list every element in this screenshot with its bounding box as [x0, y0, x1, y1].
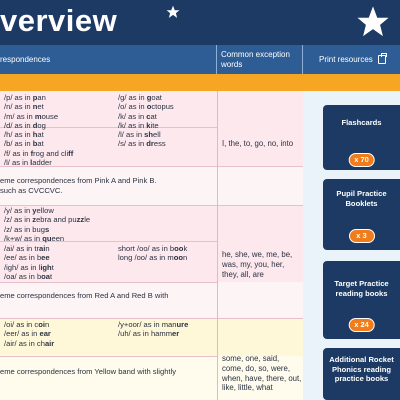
divider: [0, 282, 217, 283]
band-header: [0, 74, 400, 91]
list-item: /k/ as in kite: [118, 121, 159, 131]
list-item: /z/ as in bugs: [4, 224, 50, 234]
list-item: /igh/ as in light: [4, 262, 54, 272]
list-item: /p/ as in pan: [4, 93, 46, 102]
resource-label: Additional Rocket Phonics reading practice books: [329, 355, 394, 383]
gpc-list-left: [4, 244, 54, 282]
gpc-list-right: [118, 244, 187, 263]
resource-label: Flashcards: [341, 118, 382, 127]
list-item: /y+oor/ as in manure: [118, 320, 189, 329]
count-badge: x 70: [348, 153, 375, 167]
list-item: /oi/ as in coin: [4, 320, 50, 329]
print-icon: [378, 55, 386, 64]
star-icon: [166, 5, 180, 19]
list-item: long /oo/ as in moon: [118, 253, 188, 263]
gpc-list-left: [4, 130, 73, 168]
list-item: /k/ as in cat: [118, 111, 157, 121]
divider: [0, 318, 303, 319]
gpc-list-right: [118, 320, 188, 339]
exception-words: some, one, said, come, do, so, were, when, have, there, out, like, little, what: [222, 354, 302, 393]
list-item: /h/ as in hat: [4, 130, 44, 139]
list-item: /k+w/ as in queen: [4, 234, 65, 244]
resource-card-flashcards[interactable]: [323, 105, 400, 170]
list-item: /o/ as in octopus: [118, 102, 174, 112]
gpc-list-left: [4, 320, 54, 348]
list-item: /air/ as in chair: [4, 338, 55, 348]
list-item: /ee/ as in bee: [4, 253, 50, 263]
divider: [0, 356, 217, 357]
list-item: /b/ as in bat: [4, 139, 44, 149]
list-item: /eer/ as in ear: [4, 329, 51, 339]
section-note: eme correspondences from Pink A and Pink B. such as CVCCVC.: [0, 176, 157, 195]
title-bar: [0, 0, 400, 45]
column-divider: [217, 91, 218, 400]
list-item: /f/ as in frog and cliff: [4, 148, 74, 158]
section-note: eme correspondences from Red A and Red B with: [0, 291, 169, 300]
gpc-list-left: [4, 206, 90, 244]
exception-words: he, she, we, me, be, was, my, you, her, they, all, are: [222, 250, 293, 279]
list-item: /z/ as in zebra and puzzle: [4, 215, 91, 225]
section-note: eme correspondences from Yellow band with slightly: [0, 367, 177, 376]
list-item: short /oo/ as in book: [118, 244, 188, 253]
gpc-list-right: [118, 130, 166, 149]
list-item: /ai/ as in train: [4, 244, 50, 253]
list-item: /m/ as in mouse: [4, 111, 59, 121]
list-item: /d/ as in dog: [4, 121, 46, 131]
list-item: /l/ as in shell: [118, 130, 161, 139]
count-badge: x 3: [349, 229, 375, 243]
column-header-exception-words: Common exception words: [217, 45, 303, 74]
list-item: /y/ as in yellow: [4, 206, 54, 215]
column-header-correspondences: respondences: [0, 45, 217, 74]
gpc-list-left: [4, 93, 58, 131]
count-badge: x 24: [348, 318, 375, 332]
resource-card-additional-books[interactable]: [323, 348, 400, 400]
resource-card-target-practice[interactable]: [323, 261, 400, 339]
list-item: /n/ as in net: [4, 102, 44, 112]
page-title: verview: [0, 3, 118, 38]
list-item: /l/ as in ladder: [4, 158, 52, 168]
print-resources-column: [303, 91, 400, 400]
resource-card-pupil-booklets[interactable]: [323, 179, 400, 250]
print-resources-button[interactable]: Print resources: [303, 45, 400, 74]
star-icon: [356, 5, 390, 39]
gpc-list-right: [118, 93, 174, 131]
list-item: /uh/ as in hammer: [118, 329, 180, 339]
list-item: /oa/ as in boat: [4, 272, 53, 282]
resource-label: Pupil Practice Booklets: [336, 189, 387, 208]
table-header: [0, 45, 400, 74]
list-item: /s/ as in dress: [118, 139, 166, 149]
resource-label: Target Practice reading books: [334, 279, 389, 298]
exception-words: I, the, to, go, no, into: [222, 139, 294, 148]
list-item: /g/ as in goat: [118, 93, 162, 102]
